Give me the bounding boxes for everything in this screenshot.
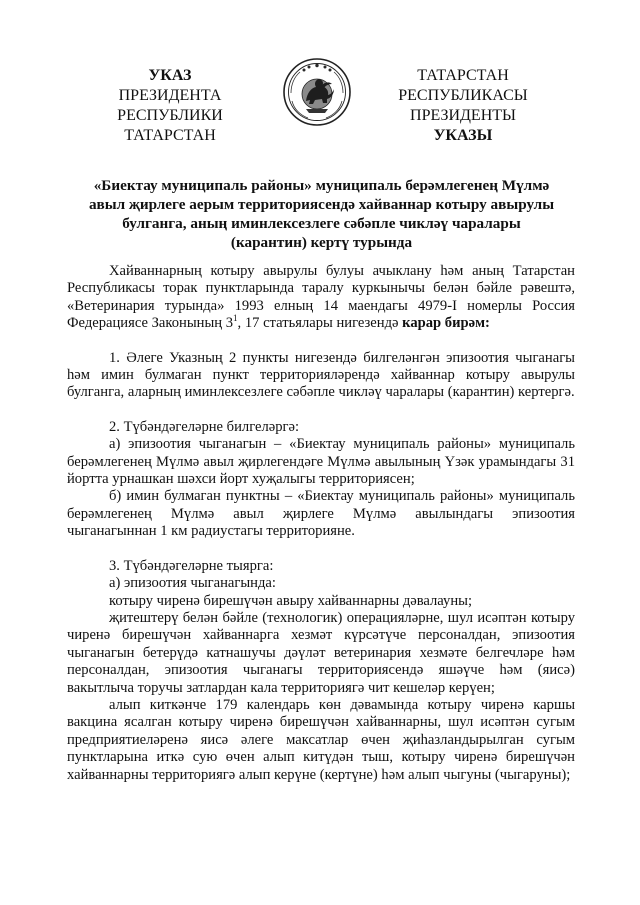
intro-superscript: 1: [233, 313, 238, 324]
header-left: [70, 66, 270, 146]
intro-decree-phrase: карар бирәм:: [402, 315, 490, 332]
item-3a-2: җитештерү белән бәйле (технологик) операцияләрне, шул исәптән котыру чиренә бирешүчән хайваннарга хезмәт күрсәтүче персоналдан, эпизоотия чыганагын бетерүдә катнашучы дәүләт ветеринария хезмәте белгечләре һәм персоналдан, эпизоотия чыганагы территориясендә яшәүче һәм (яисә) вакытлыча торучы затлардан кала территориягә чит кешеләр керүен;: [67, 609, 575, 696]
item-2: 2. Түбәндәгеләрне билгеләргә:: [109, 418, 300, 435]
item-3a-3: алып киткәнче 179 календарь көн дәвамында котыру чиренә каршы вакцина ясалган котыру чиренә бирешүчән хайваннарны, шул исәптән сугым предприятиеләренә яисә әлеге максатлар өчен җиһазландырылган сугым пунктларына иткә сую өчен алып китүдән тыш, котыру чиренә бирешүчән хайваннарны территориягә алып керүне (кертүне) һәм алып чыгуны (чыгаруны);: [67, 696, 575, 783]
header-right-line-3: УКАЗЫ: [433, 127, 493, 144]
intro-text-a: Хайваннарның котыру авырулы булуы ачыклану һәм аның Татарстан Республикасы торак пунктларында таралу куркынычы белән бәйле рәвештә, «Ветеринария турында» 1993 елның 14 маендагы 4979-I номерлы Россия Федерациясе Законының 3: [67, 263, 575, 332]
header-right-line-1: ТАТАРСТАН РЕСПУБЛИКАСЫ: [398, 67, 528, 104]
header-right-line-2: ПРЕЗИДЕНТЫ: [410, 107, 516, 124]
item-3: 3. Түбәндәгеләрне тыярга:: [109, 557, 274, 574]
tatarstan-emblem-icon: [282, 57, 352, 127]
document-title: «Биектау муниципаль районы» муниципаль берәмлегенең Мүлмә авыл җирлеге аерым территориясендә хайваннар котыру авырулы булганга, аның иминлексезлеге сәбәпле чикләү чаралары (карантин) кертү турында: [88, 177, 555, 251]
intro-text-b: , 17 статьялары нигезендә: [237, 315, 403, 332]
header-left-line-3: РЕСПУБЛИКИ ТАТАРСТАН: [117, 107, 223, 144]
header-right: [358, 66, 568, 146]
item-1: 1. Әлеге Указның 2 пункты нигезендә билгеләнгән эпизоотия чыганагы һәм имин булмаган пункт территорияләрендә хайваннар котыру авырулы булганга, аларның иминлексезлеге сәбәпле чикләү чаралары (карантин) кертергә.: [67, 349, 575, 401]
item-2b: б) имин булмаган пунктны – «Биектау муниципаль районы» муниципаль берәмлегенең Мүлмә авыл җирлеге Мүлмә авылындагы эпизоотия чыганагыннан 1 км радиустагы территорияне.: [67, 488, 575, 540]
item-2a: а) эпизоотия чыганагын – «Биектау муниципаль районы» муниципаль берәмлегенең Мүлмә авыл җирлегендәге Мүлмә авылының Үзәк урамындагы 31 йортта урнашкан шәхси йорт хуҗалыгы территориясен;: [67, 436, 575, 488]
header-left-line-2: ПРЕЗИДЕНТА: [118, 87, 222, 104]
item-3a: а) эпизоотия чыганагында:: [109, 575, 276, 592]
document-body: [67, 263, 575, 784]
intro-paragraph: [67, 263, 575, 333]
header-left-line-1: УКАЗ: [148, 67, 192, 84]
item-3a-1: котыру чиренә бирешүчән авыру хайваннарны дәвалауны;: [109, 592, 473, 609]
